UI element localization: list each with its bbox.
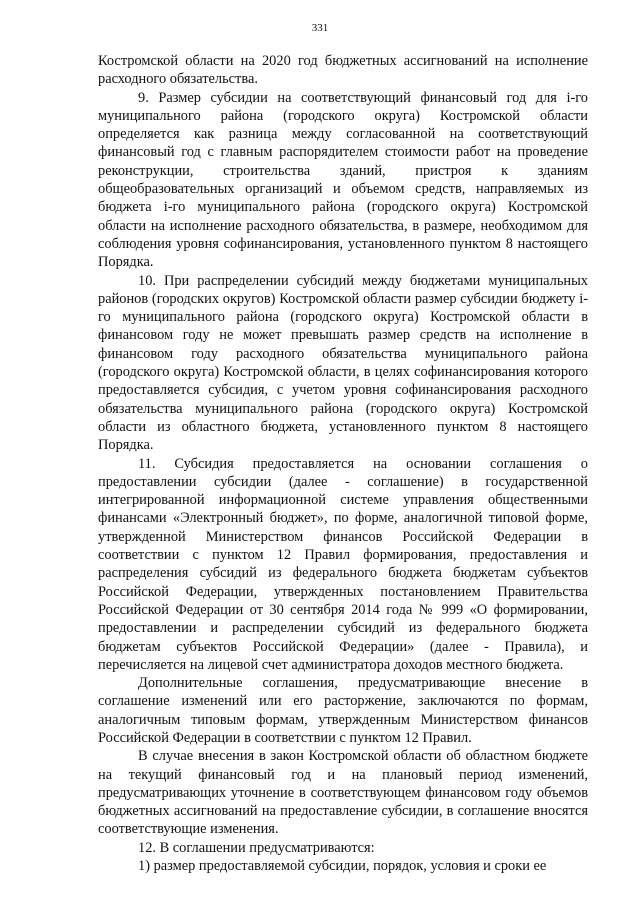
paragraph-continuation: Костромской области на 2020 год бюджетных ассигнований на исполнение расходного обязательства.	[98, 53, 588, 88]
paragraph-budget-changes: В случае внесения в закон Костромской области об областном бюджете на текущий финансовый год и на плановый период изменений, предусматривающих уточнение в соответствующем финансовом году объемов бюджетных ассигнований на предоставление субсидии, в соглашение вносятся соответствующие изменения.	[98, 748, 588, 838]
paragraph-item-12: 12. В соглашении предусматриваются:	[138, 839, 375, 856]
document-body	[98, 52, 588, 875]
paragraph-additional-agreements: Дополнительные соглашения, предусматривающие внесение в соглашение изменений или его расторжение, заключаются по формам, аналогичным типовым формам, утвержденным Министерством финансов Российской Федерации в соответствии с пунктом 12 Правил.	[98, 675, 588, 746]
page-number: 331	[311, 22, 329, 34]
paragraph-item-9: 9. Размер субсидии на соответствующий финансовый год для i-го муниципального района (городского округа) Костромской области определяется как разница между согласованной на соответствующий финансовый год с главным распорядителем стоимости работ на проведение реконструкции, строительства зданий, пристроя к зданиям общеобразовательных организаций и объемом средств, направляемых из бюджета i-го муниципального района (городского округа) Костромской области на исполнение расходного обязательства, в размере, необходимом для соблюдения уровня софинансирования, установленного пунктом 8 настоящего Порядка.	[98, 89, 588, 271]
paragraph-item-11: 11. Субсидия предоставляется на основании соглашения о предоставлении субсидии (далее - соглашение) в государственной интегрированной информационной системе управления общественными финансами «Электронный бюджет», по форме, аналогичной типовой форме, утвержденной Министерством финансов Российской Федерации в соответствии с пунктом 12 Правил формирования, предоставления и распределения субсидий из федерального бюджета бюджетам субъектов Российской Федерации, утвержденных постановлением Правительства Российской Федерации от 30 сентября 2014 года № 999 «О формировании, предоставлении и распределении субсидий из федерального бюджета бюджетам субъектов Российской Федерации» (далее - Правила), и перечисляется на лицевой счет администратора доходов местного бюджета.	[98, 455, 588, 673]
paragraph-item-12-1: 1) размер предоставляемой субсидии, порядок, условия и сроки ее	[138, 858, 547, 875]
paragraph-item-10: 10. При распределении субсидий между бюджетами муниципальных районов (городских округов) Костромской области размер субсидии бюджету i-го муниципального района (городского округа) Костромской области в финансовом году не может превышать размер средств на исполнение в финансовом году расходного обязательства муниципального района (городского округа) Костромской области, в целях софинансирования которого предоставляется субсидия, с учетом уровня софинансирования расходного обязательства муниципального района (городского округа) Костромской области из областного бюджета, установленного пунктом 8 настоящего Порядка.	[98, 272, 588, 454]
